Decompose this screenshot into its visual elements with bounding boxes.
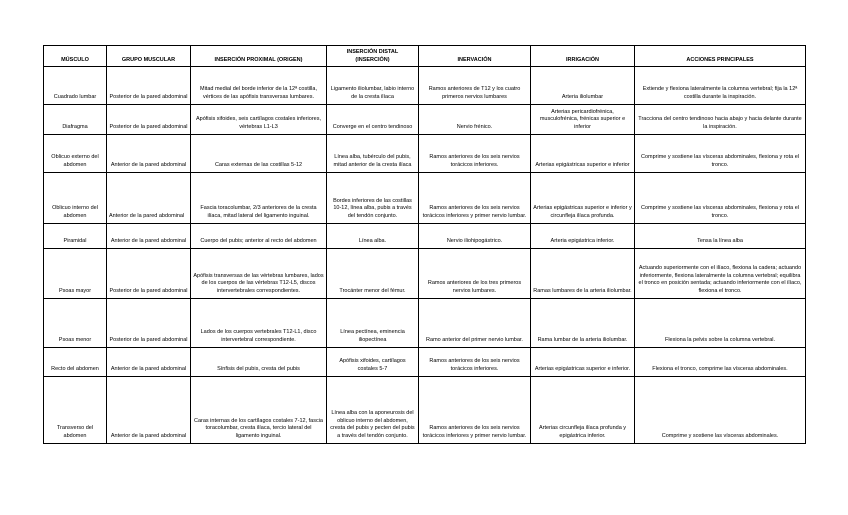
cell-musculo: Psoas menor — [44, 299, 107, 348]
cell-proximal: Apófisis xifoides, seis cartílagos costales inferiores, vértebras L1-L3 — [191, 105, 327, 135]
cell-distal: Línea alba. — [327, 224, 419, 249]
header-musculo: MÚSCULO — [44, 46, 107, 67]
cell-irrigacion: Rama lumbar de la arteria iliolumbar. — [531, 299, 635, 348]
cell-musculo: Oblicuo interno del abdomen — [44, 173, 107, 224]
cell-inervacion: Ramos anteriores de T12 y los cuatro primeros nervios lumbares — [419, 67, 531, 105]
header-acciones: ACCIONES PRINCIPALES — [635, 46, 806, 67]
cell-inervacion: Nervio iliohipogástrico. — [419, 224, 531, 249]
table-row — [44, 135, 806, 173]
cell-musculo: Recto del abdomen — [44, 348, 107, 377]
cell-distal: Trocánter menor del fémur. — [327, 249, 419, 299]
header-insercion-proximal: INSERCIÓN PROXIMAL (ORIGEN) — [191, 46, 327, 67]
cell-proximal: Mitad medial del borde inferior de la 12ª costilla, vértices de las apófisis transversas lumbares. — [191, 67, 327, 105]
header-inervacion: INERVACIÓN — [419, 46, 531, 67]
cell-musculo: Diafragma — [44, 105, 107, 135]
cell-grupo: Posterior de la pared abdominal — [107, 105, 191, 135]
cell-acciones: Comprime y sostiene las vísceras abdominales, flexiona y rota el tronco. — [635, 135, 806, 173]
cell-grupo: Anterior de la pared abdominal — [107, 224, 191, 249]
cell-irrigacion: Arterias epigástricas superior e inferior. — [531, 348, 635, 377]
cell-irrigacion: Arterias epigástricas superior e inferior y circunfleja ilíaca profunda. — [531, 173, 635, 224]
cell-irrigacion: Ramas lumbares de la arteria iliolumbar. — [531, 249, 635, 299]
header-irrigacion: IRRIGACIÓN — [531, 46, 635, 67]
cell-musculo: Oblicuo externo del abdomen — [44, 135, 107, 173]
cell-proximal: Sínfisis del pubis, cresta del pubis — [191, 348, 327, 377]
cell-grupo: Posterior de la pared abdominal — [107, 67, 191, 105]
cell-inervacion: Ramo anterior del primer nervio lumbar. — [419, 299, 531, 348]
cell-musculo: Piramidal — [44, 224, 107, 249]
table-row — [44, 249, 806, 299]
table-row — [44, 105, 806, 135]
cell-inervacion: Nervio frénico. — [419, 105, 531, 135]
cell-proximal: Cuerpo del pubis; anterior al recto del abdomen — [191, 224, 327, 249]
cell-grupo: Anterior de la pared abdominal — [107, 135, 191, 173]
cell-irrigacion: Arteria epigástrica inferior. — [531, 224, 635, 249]
cell-distal: Línea alba, tubérculo del pubis, mitad anterior de la cresta ilíaca — [327, 135, 419, 173]
cell-proximal: Caras internas de los cartílagos costales 7-12, fascia toracolumbar, cresta ilíaca, tercio lateral del ligamento inguinal. — [191, 377, 327, 444]
cell-distal: Línea alba con la aponeurosis del oblicuo interno del abdomen, cresta del pubis y pecten del pubis a través del tendón conjunto. — [327, 377, 419, 444]
cell-proximal: Lados de los cuerpos vertebrales T12-L1, disco intervertebral correspondiente. — [191, 299, 327, 348]
cell-inervacion: Ramos anteriores de los seis nervios torácicos inferiores. — [419, 348, 531, 377]
cell-grupo: Posterior de la pared abdominal — [107, 249, 191, 299]
cell-acciones: Tracciona del centro tendinoso hacia abajo y hacia delante durante la inspiración. — [635, 105, 806, 135]
cell-acciones: Flexiona el tronco, comprime las vísceras abdominales. — [635, 348, 806, 377]
cell-distal: Ligamento iliolumbar, labio interno de la cresta ilíaca — [327, 67, 419, 105]
cell-proximal: Fascia toracolumbar, 2/3 anteriores de la cresta ilíaca, mitad lateral del ligamento inguinal. — [191, 173, 327, 224]
cell-musculo: Psoas mayor — [44, 249, 107, 299]
cell-irrigacion: Arterias epigástricas superior e inferior — [531, 135, 635, 173]
table-row — [44, 299, 806, 348]
table-row — [44, 224, 806, 249]
header-row — [44, 46, 806, 67]
cell-grupo: Posterior de la pared abdominal — [107, 299, 191, 348]
cell-grupo: Anterior de la pared abdominal — [107, 377, 191, 444]
cell-acciones: Comprime y sostiene las vísceras abdominales, flexiona y rota el tronco. — [635, 173, 806, 224]
cell-grupo: Anterior de la pared abdominal — [107, 348, 191, 377]
table-row — [44, 348, 806, 377]
table-row — [44, 173, 806, 224]
cell-inervacion: Ramos anteriores de los seis nervios torácicos inferiores y primer nervio lumbar. — [419, 377, 531, 444]
cell-acciones: Flexiona la pelvis sobre la columna vertebral. — [635, 299, 806, 348]
cell-irrigacion: Arterias pericardiofrénica, musculofrénica, frénicas superior e inferior — [531, 105, 635, 135]
cell-acciones: Actuando superiormente con el ilíaco, flexiona la cadera; actuando inferiormente, flexiona lateralmente la columna vertebral; equilibra el tronco en posición sentada; actuando inferiormente con el ilíaco, flexiona el tronco. — [635, 249, 806, 299]
cell-proximal: Caras externas de las costillas 5-12 — [191, 135, 327, 173]
table-row — [44, 377, 806, 444]
header-insercion-distal: INSERCIÓN DISTAL (INSERCIÓN) — [327, 46, 419, 67]
cell-distal: Bordes inferiores de las costillas 10-12, línea alba, pubis a través del tendón conjunto. — [327, 173, 419, 224]
cell-musculo: Transverso del abdomen — [44, 377, 107, 444]
cell-proximal: Apófisis transversas de las vértebras lumbares, lados de los cuerpos de las vértebras T12-L5, discos intervertebrales correspondientes. — [191, 249, 327, 299]
cell-irrigacion: Arteria iliolumbar — [531, 67, 635, 105]
table-row — [44, 67, 806, 105]
cell-distal: Converge en el centro tendinoso — [327, 105, 419, 135]
cell-grupo: Anterior de la pared abdominal — [107, 173, 191, 224]
cell-acciones: Tensa la línea alba — [635, 224, 806, 249]
cell-musculo: Cuadrado lumbar — [44, 67, 107, 105]
cell-acciones: Extiende y flexiona lateralmente la columna vertebral; fija la 12ª costilla durante la inspiración. — [635, 67, 806, 105]
cell-distal: Línea pectínea, eminencia iliopectínea — [327, 299, 419, 348]
cell-inervacion: Ramos anteriores de los tres primeros nervios lumbares. — [419, 249, 531, 299]
cell-acciones: Comprime y sostiene las vísceras abdominales. — [635, 377, 806, 444]
cell-distal: Apófisis xifoides, cartílagos costales 5-7 — [327, 348, 419, 377]
cell-inervacion: Ramos anteriores de los seis nervios torácicos inferiores. — [419, 135, 531, 173]
muscle-table — [43, 45, 806, 444]
cell-irrigacion: Arterias circunfleja ilíaca profunda y epigástrica inferior. — [531, 377, 635, 444]
header-grupo-muscular: GRUPO MUSCULAR — [107, 46, 191, 67]
cell-inervacion: Ramos anteriores de los seis nervios torácicos inferiores y primer nervio lumbar. — [419, 173, 531, 224]
